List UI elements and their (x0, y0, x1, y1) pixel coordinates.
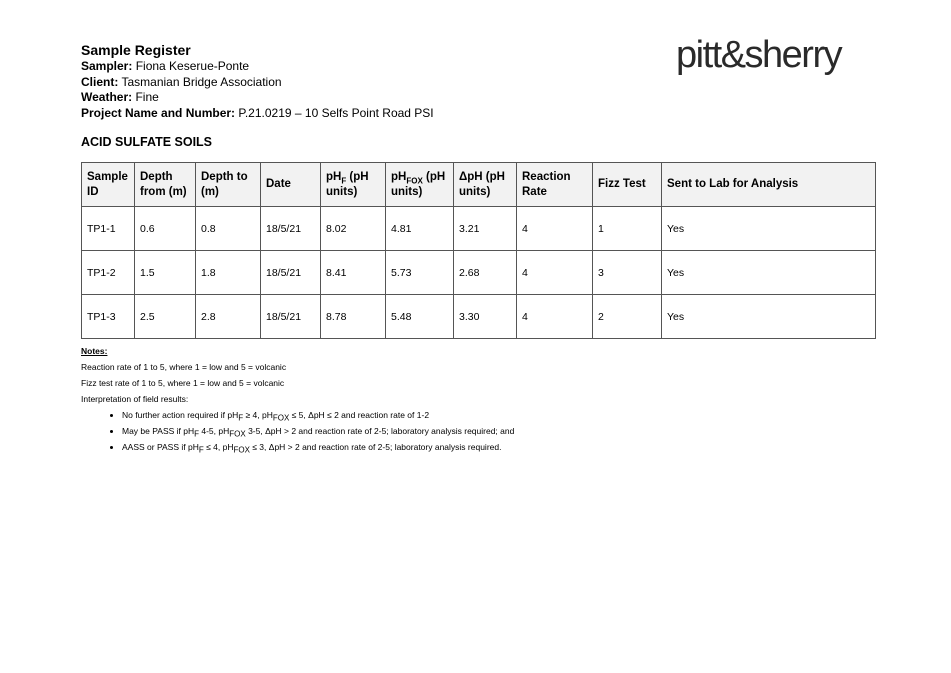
cell-dph: 2.68 (454, 251, 517, 295)
cell-phf: 8.78 (321, 295, 386, 339)
cell-phfox: 5.48 (386, 295, 454, 339)
cell-depth-from: 1.5 (135, 251, 196, 295)
cell-depth-to: 1.8 (196, 251, 261, 295)
cell-fizz-test: 1 (593, 207, 662, 251)
table-row (82, 295, 876, 339)
client-line (81, 75, 434, 91)
table-row (82, 207, 876, 251)
cell-phfox: 4.81 (386, 207, 454, 251)
col-sample-id: Sample ID (82, 163, 135, 207)
table-row (82, 251, 876, 295)
sampler-value: Fiona Keserue-Ponte (135, 59, 250, 73)
cell-dph: 3.30 (454, 295, 517, 339)
cell-depth-from: 2.5 (135, 295, 196, 339)
b2-c: 3-5, ΔpH > 2 and reaction rate of 2-5; laboratory analysis required; and (245, 426, 515, 436)
cell-sample-id: TP1-3 (82, 295, 135, 339)
b3-s1: F (198, 445, 204, 455)
b2-b: 4-5, pH (199, 426, 230, 436)
sampler-label: Sampler: (81, 59, 133, 73)
phf-rest: (pH units) (326, 170, 369, 198)
project-line (81, 106, 434, 122)
phf-sub: F (341, 175, 347, 185)
cell-depth-to: 2.8 (196, 295, 261, 339)
b2-s1: F (194, 429, 200, 439)
col-depth-from: Depth from (m) (135, 163, 196, 207)
notes-line: Reaction rate of 1 to 5, where 1 = low and 5 = volcanic (81, 362, 287, 372)
b1-a: No further action required if pH (122, 410, 239, 420)
col-phf (321, 163, 386, 207)
phfox-main: pH (391, 170, 407, 183)
cell-reaction-rate: 4 (517, 251, 593, 295)
b1-c: ≤ 5, ΔpH ≤ 2 and reaction rate of 1-2 (289, 410, 430, 420)
list-item (122, 439, 514, 455)
cell-date: 18/5/21 (261, 207, 321, 251)
page-title: Sample Register (81, 42, 191, 58)
cell-sample-id: TP1-1 (82, 207, 135, 251)
cell-dph: 3.21 (454, 207, 517, 251)
notes-section (81, 343, 514, 455)
cell-date: 18/5/21 (261, 295, 321, 339)
table-header-row (82, 163, 876, 207)
sample-table (81, 162, 876, 339)
b3-s2: FOX (233, 445, 250, 455)
phf-main: pH (326, 170, 342, 183)
weather-line (81, 90, 434, 106)
cell-fizz-test: 3 (593, 251, 662, 295)
cell-sent-to-lab: Yes (662, 251, 876, 295)
section-title: ACID SULFATE SOILS (81, 135, 213, 149)
b3-c: ≤ 3, ΔpH > 2 and reaction rate of 2-5; laboratory analysis required. (249, 442, 502, 452)
cell-sent-to-lab: Yes (662, 295, 876, 339)
cell-phf: 8.41 (321, 251, 386, 295)
b2-a: May be PASS if pH (122, 426, 195, 436)
b1-b: ≥ 4, pH (243, 410, 273, 420)
cell-phf: 8.02 (321, 207, 386, 251)
b1-s2: FOX (272, 413, 290, 423)
project-value: P.21.0219 – 10 Selfs Point Road PSI (238, 105, 434, 120)
b3-b: ≤ 4, pH (203, 442, 234, 452)
cell-sent-to-lab: Yes (662, 207, 876, 251)
list-item (122, 423, 514, 439)
b3-a: AASS or PASS if pH (122, 442, 199, 452)
col-depth-to: Depth to (m) (196, 163, 261, 207)
cell-fizz-test: 2 (593, 295, 662, 339)
weather-label: Weather: (81, 90, 133, 104)
cell-depth-from: 0.6 (135, 207, 196, 251)
notes-title: Notes: (81, 346, 108, 356)
cell-depth-to: 0.8 (196, 207, 261, 251)
cell-reaction-rate: 4 (517, 295, 593, 339)
client-value: Tasmanian Bridge Association (121, 74, 282, 89)
phfox-sub: FOX (406, 175, 423, 185)
col-phfox (386, 163, 454, 207)
col-date: Date (261, 163, 321, 207)
cell-reaction-rate: 4 (517, 207, 593, 251)
col-dph: ΔpH (pH units) (454, 163, 517, 207)
list-item (122, 407, 514, 423)
b1-s1: F (238, 413, 244, 423)
col-fizz-test: Fizz Test (593, 163, 662, 207)
interpretation-list (81, 407, 514, 455)
company-logo: pitt&sherry (676, 34, 842, 76)
weather-value: Fine (135, 90, 159, 104)
register-header (81, 41, 434, 121)
col-reaction-rate: Reaction Rate (517, 163, 593, 207)
cell-sample-id: TP1-2 (82, 251, 135, 295)
col-sent-to-lab: Sent to Lab for Analysis (662, 163, 876, 207)
b2-s2: FOX (229, 429, 246, 439)
cell-date: 18/5/21 (261, 251, 321, 295)
cell-phfox: 5.73 (386, 251, 454, 295)
sampler-line (81, 59, 434, 75)
client-label: Client: (81, 74, 119, 89)
notes-line: Interpretation of field results: (81, 394, 189, 404)
phfox-rest: (pH units) (391, 170, 446, 198)
project-label: Project Name and Number: (81, 105, 236, 120)
notes-line: Fizz test rate of 1 to 5, where 1 = low and 5 = volcanic (81, 378, 285, 388)
